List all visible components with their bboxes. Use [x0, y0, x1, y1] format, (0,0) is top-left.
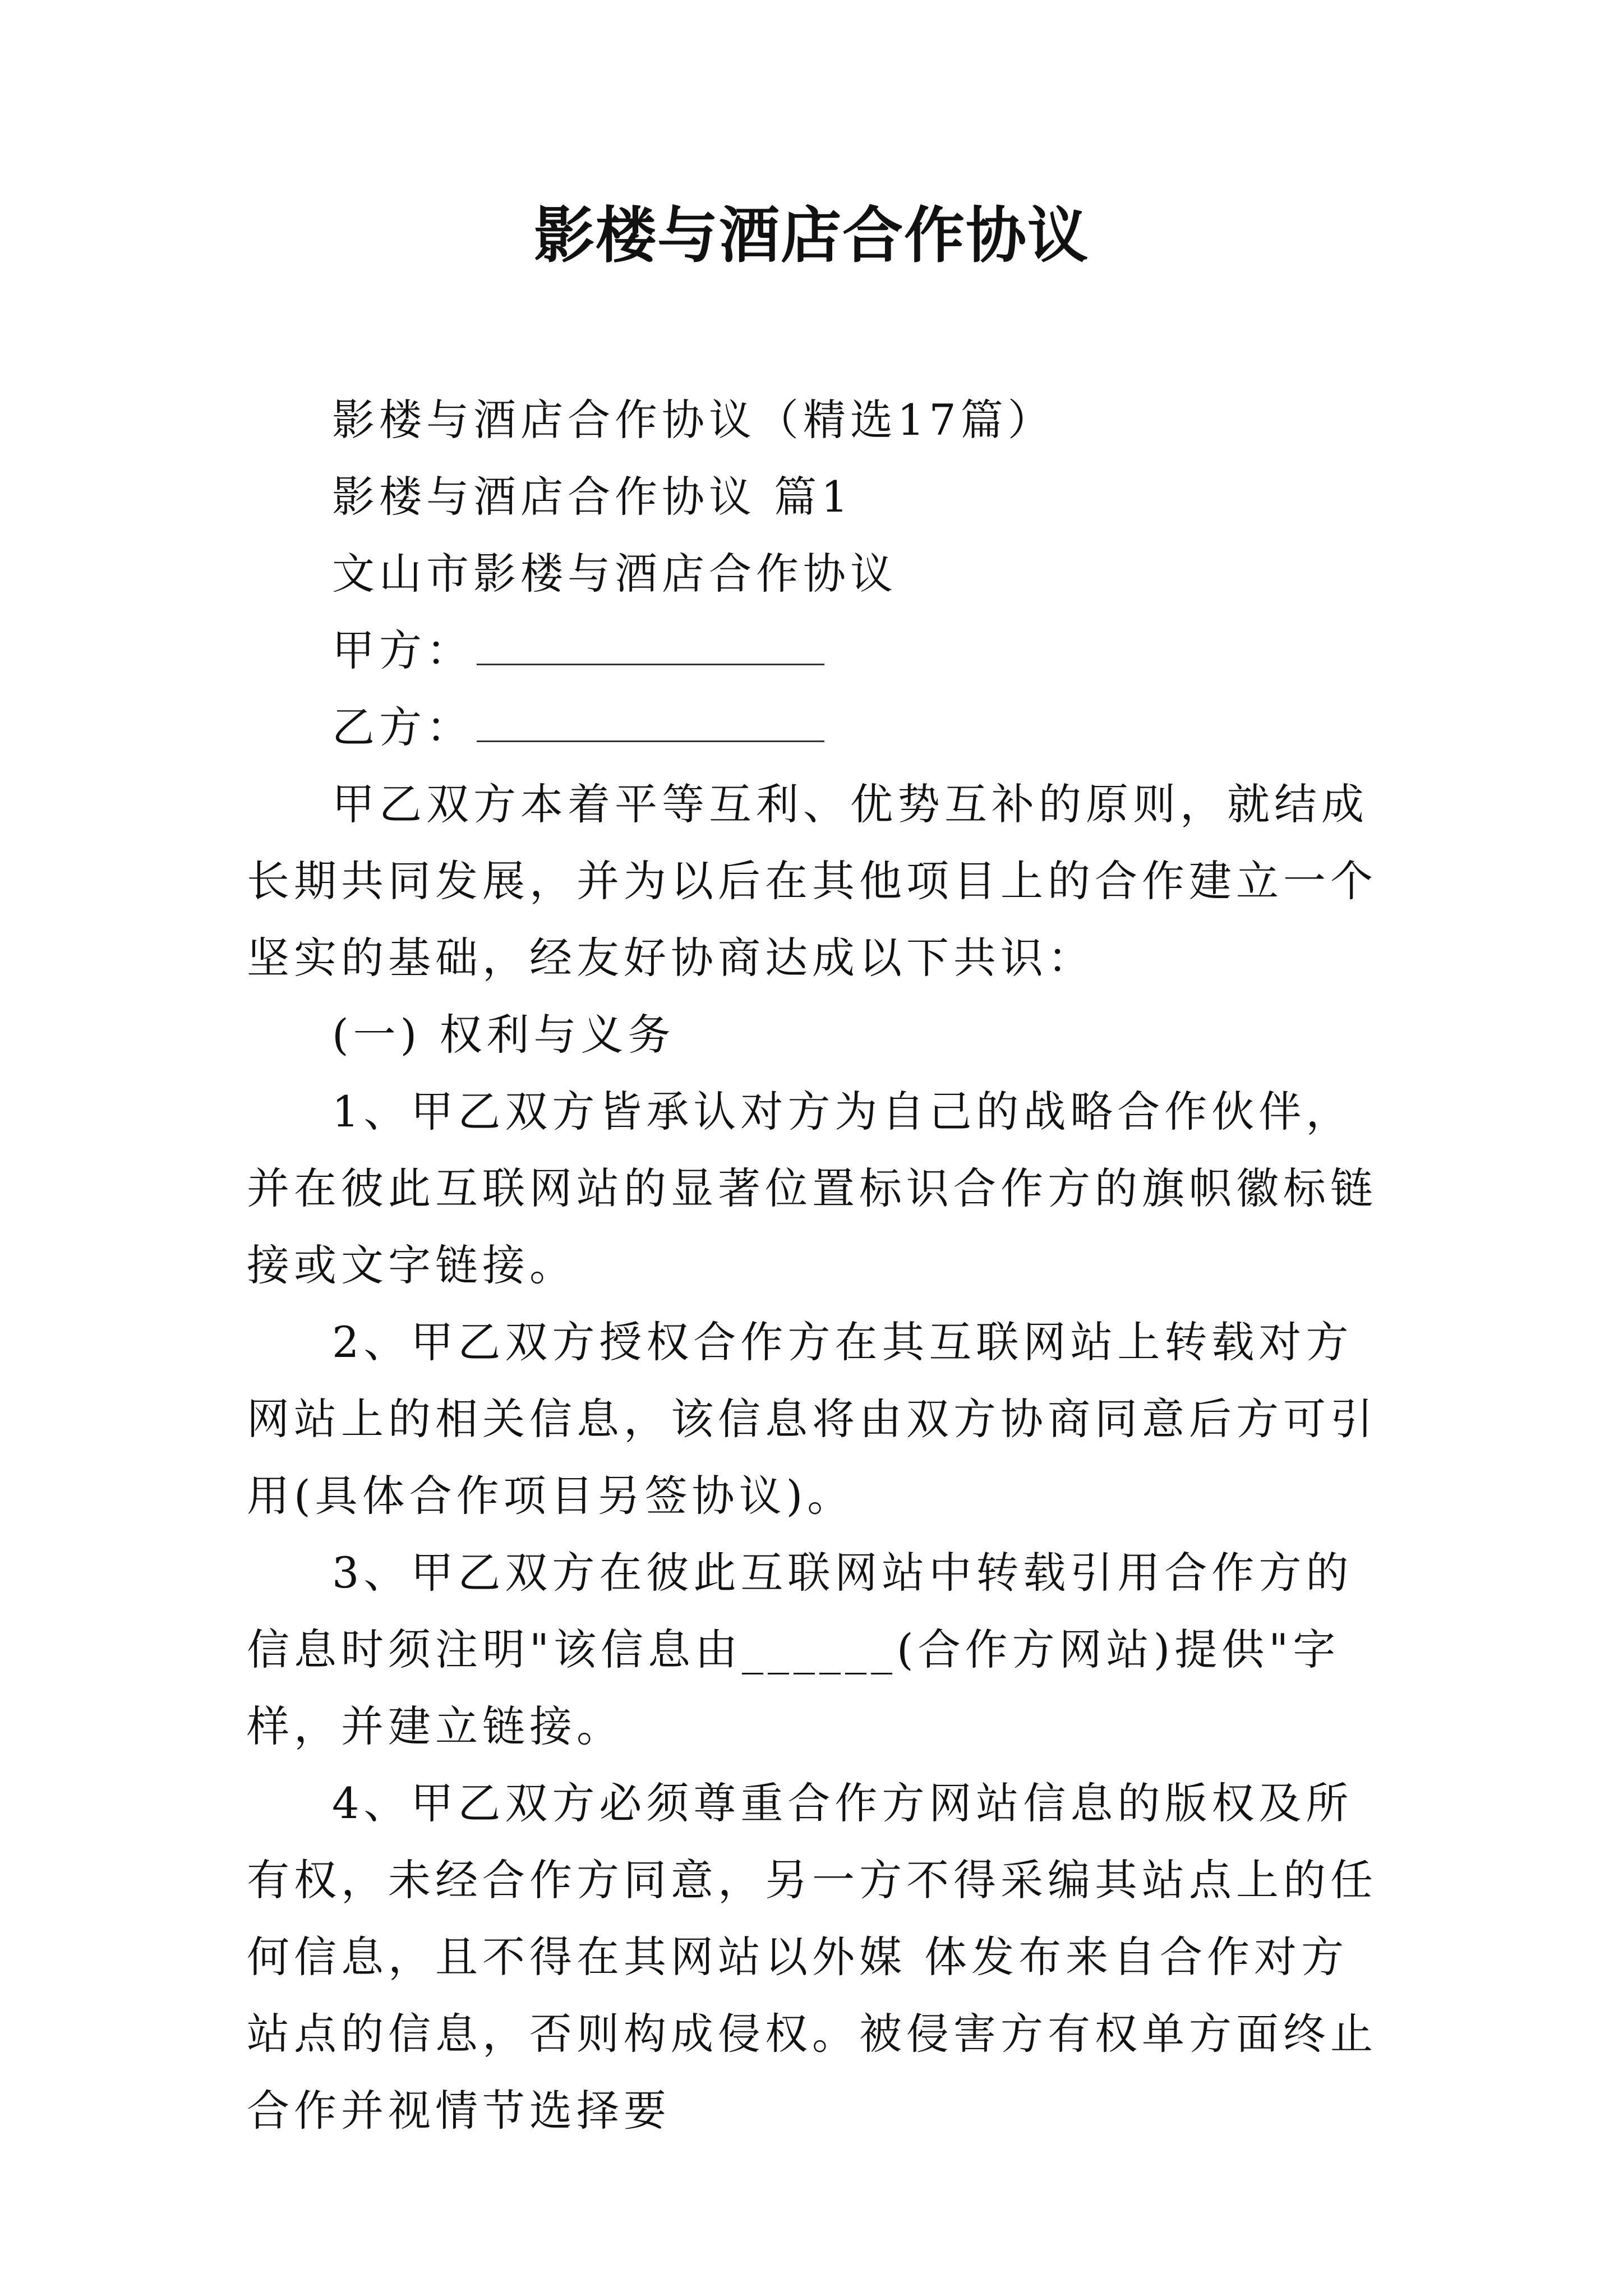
party-b-line [247, 689, 1385, 766]
subtitle-paragraph: 影楼与酒店合作协议（精选17篇） [332, 395, 1055, 445]
clause-1: 1、甲乙双方皆承认对方为自己的战略合作伙伴，并在彼此互联网站的显著位置标识合作方的旗帜徽标链接或文字链接。 [247, 1087, 1377, 1290]
party-a-label: 甲方： [332, 625, 473, 675]
agreement-heading: 文山市影楼与酒店合作协议 [332, 549, 897, 599]
party-a-line [247, 612, 1385, 689]
clause-2: 2、甲乙双方授权合作方在其互联网站上转载对方网站上的相关信息，该信息将由双方协商同意后方可引用(具体合作项目另签协议)。 [247, 1317, 1377, 1521]
party-b-label: 乙方： [332, 702, 473, 752]
party-b-blank [477, 738, 824, 742]
intro-paragraph: 甲乙双方本着平等互利、优势互补的原则，就结成长期共同发展，并为以后在其他项目上的合作建立一个坚实的基础，经友好协商达成以下共识： [247, 779, 1377, 983]
document-title: 影楼与酒店合作协议 [533, 200, 1089, 271]
rights-heading: (一) 权利与义务 [332, 1010, 675, 1060]
section-heading: 影楼与酒店合作协议 篇1 [332, 472, 853, 522]
party-a-blank [477, 661, 824, 665]
clause-4: 4、甲乙双方必须尊重合作方网站信息的版权及所有权，未经合作方同意，另一方不得采编其站点上的任何信息，且不得在其网站以外媒 体发布来自合作对方站点的信息，否则构成侵权。被侵害方有权单方面终止合作并视情节选择要 [247, 1778, 1377, 2136]
document-body [247, 381, 1385, 2149]
clause-3: 3、甲乙双方在彼此互联网站中转载引用合作方的信息时须注明"该信息由______(合作方网站)提供"字样，并建立链接。 [247, 1548, 1353, 1751]
